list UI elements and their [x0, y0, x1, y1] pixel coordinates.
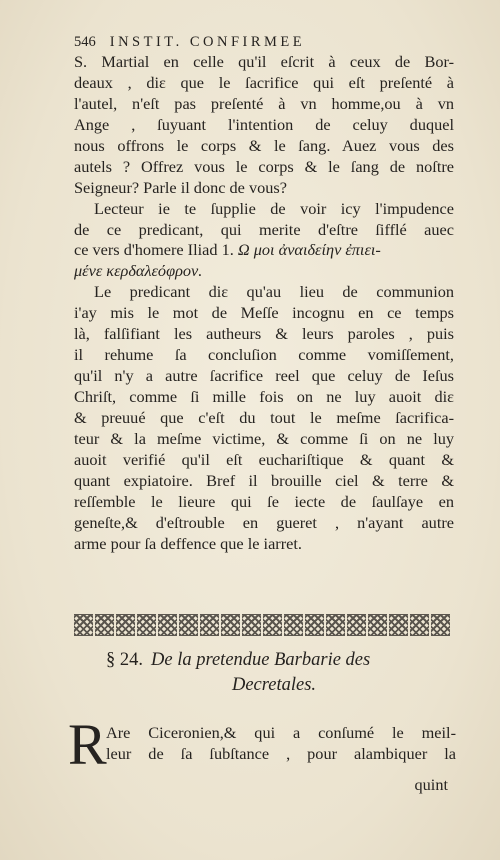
- text-line: leur de ſa ſubſtance , pour alambiquer la: [106, 743, 456, 763]
- text-line: teur & la meſme victime, & comme ſi on ne luy: [74, 428, 454, 448]
- greek-quote-line: Ω μοι ἀναιδείην ἐπιει-: [237, 240, 381, 260]
- running-header: [74, 34, 454, 51]
- text-line: Ange , ſuyuant l'intention de celuy duquel: [74, 114, 454, 134]
- text-line: il rehume ſa concluſion comme vomiſſement,: [74, 345, 454, 365]
- ornamental-divider: [74, 614, 450, 636]
- text-line: & preuué que c'eſt du tout le meſme ſacrifica-: [74, 407, 454, 427]
- catchword: quint: [414, 775, 448, 794]
- drop-initial: R: [68, 712, 107, 777]
- text-line: quant expiatoire. Bref il brouille ciel & terre &: [74, 470, 454, 490]
- section-number: § 24.: [106, 650, 143, 670]
- text-line: qu'il n'y a autre ſacrifice reel que celuy de Ieſus: [74, 366, 454, 386]
- text-line: l'autel, n'eſt pas preſenté à vn homme,ou à vn: [74, 93, 454, 113]
- text-line: Le predicant diɛ qu'au lieu de communion: [94, 282, 454, 302]
- final-paragraph: [106, 723, 456, 765]
- verse-intro: ce vers d'homere Iliad 1.: [74, 240, 234, 260]
- section-title: De la pretendue Barbarie des: [151, 650, 371, 670]
- text-line: nous offrons le corps & le ſang. Auez vous des: [74, 135, 454, 155]
- page-number: 546: [74, 34, 96, 50]
- text-line: deaux , diɛ que le ſacrifice qui eſt preſenté à: [74, 72, 454, 92]
- text-line: Seigneur? Parle il donc de vous?: [74, 177, 287, 197]
- text-line: Chriſt, comme ſi mille fois on ne luy auoit diɛ: [74, 387, 454, 406]
- section-title-continued: Decretales.: [231, 675, 317, 695]
- text-line: Lecteur ie te ſupplie de voir icy l'impudence: [94, 198, 454, 218]
- body-text: [74, 52, 454, 555]
- running-title: INSTIT. CONFIRMEE: [109, 34, 306, 50]
- text-line: S. Martial en celle qu'il eſcrit à ceux de Bor-: [74, 52, 454, 71]
- text-line: [74, 240, 454, 261]
- greek-quote-line: μένε κερδαλεόφρον.: [74, 261, 203, 281]
- text-line: Are Ciceronien,& qui a conſumé le meil-: [106, 723, 456, 742]
- section-heading: [74, 650, 454, 671]
- text-line: là, falſifiant les autheurs & leurs paroles , puis: [74, 324, 454, 344]
- text-line: autels ? Offrez vous le corps & le ſang de noſtre: [74, 156, 454, 176]
- text-line: auoit verifié qu'il eſt euchariſtique & quant &: [74, 449, 454, 469]
- text-line: geneſte,& d'eſtrouble en gueret , n'ayant autre: [74, 512, 454, 532]
- text-line: reſſemble le lieure qui ſe iecte de ſaulſaye en: [74, 491, 454, 511]
- text-line: de ce predicant, qui merite d'eſtre ſifflé auec: [74, 219, 454, 239]
- text-line: arme pour ſa deffence que le iarret.: [74, 533, 302, 553]
- text-line: i'ay mis le mot de Meſſe incognu en ce temps: [74, 303, 454, 323]
